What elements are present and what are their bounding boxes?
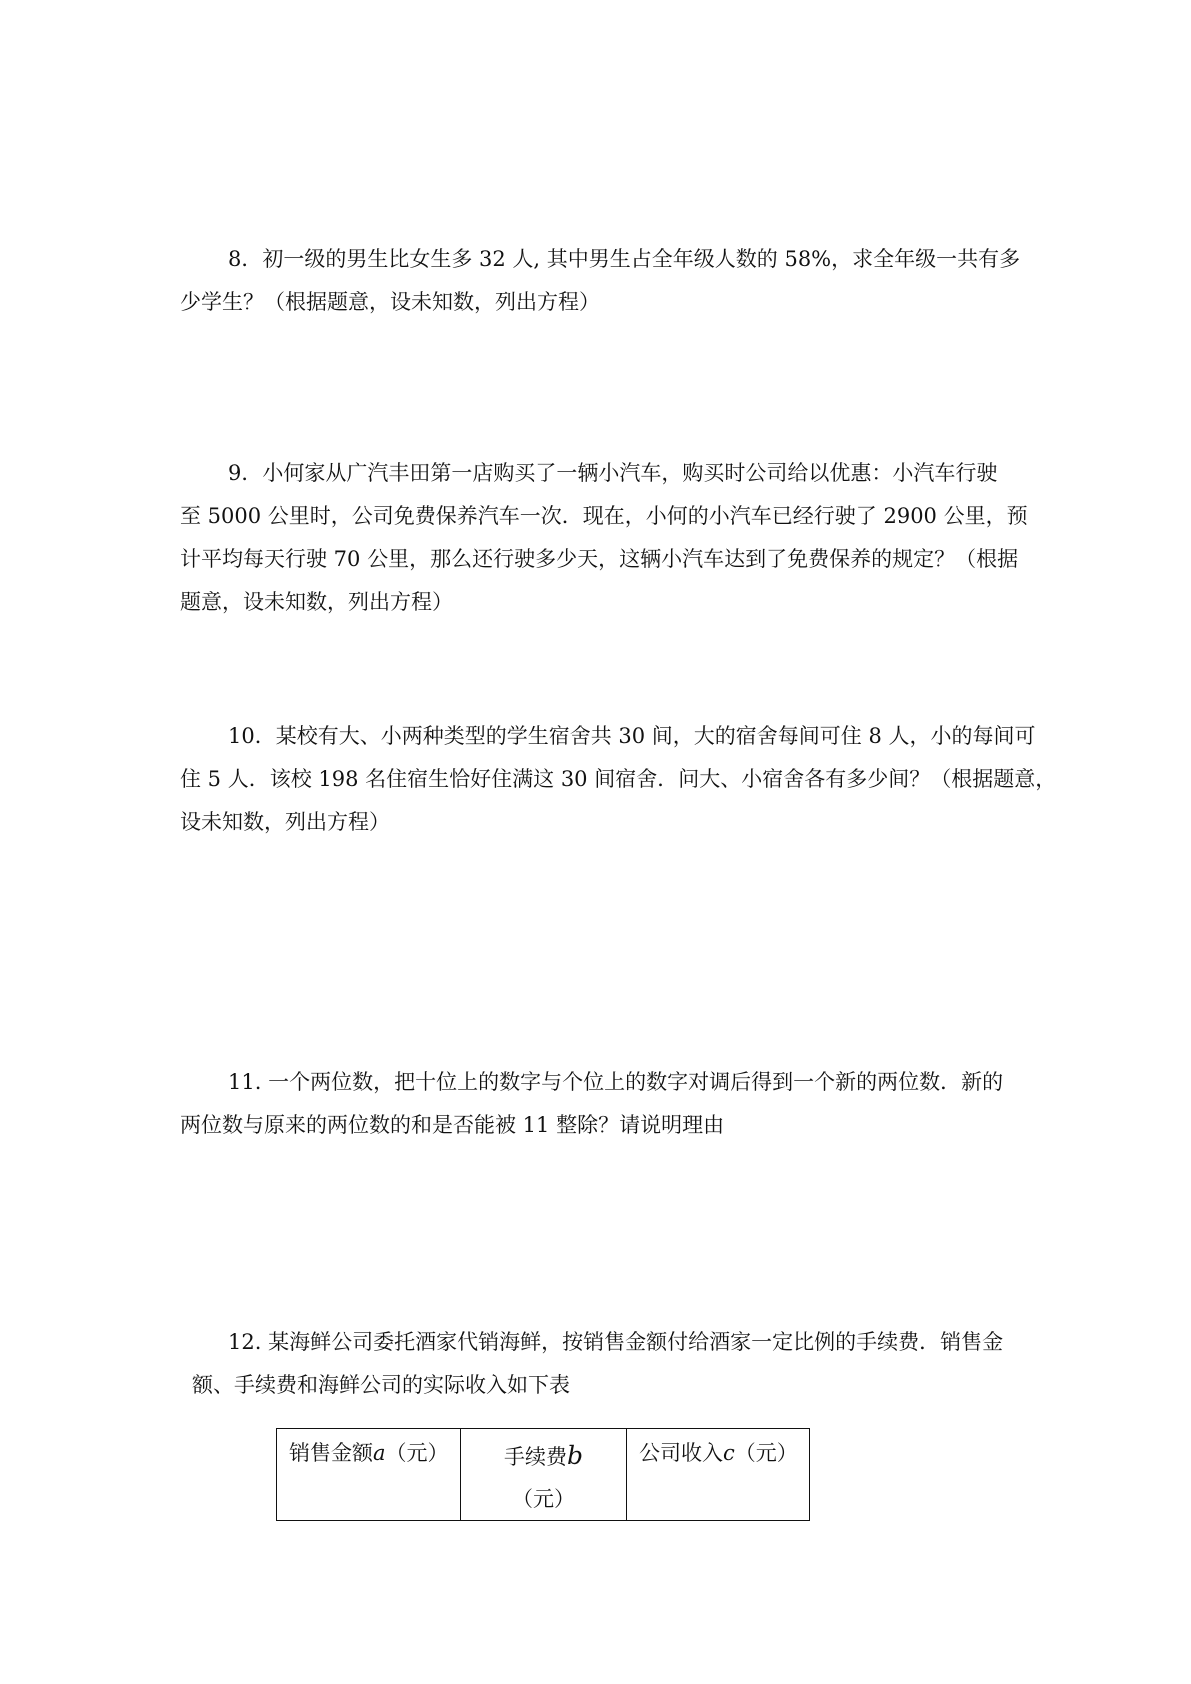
problem-11-line-2: 两位数与原来的两位数的和是否能被 11 整除？请说明理由 xyxy=(180,1113,725,1137)
problem-9-line-3: 计平均每天行驶 70 公里，那么还行驶多少天，这辆小汽车达到了免费保养的规定？（根据 xyxy=(180,547,1019,571)
problem-12 xyxy=(180,1321,1010,1407)
sales-label: 销售金额 xyxy=(289,1441,373,1465)
problem-10-line-2: 住 5 人．该校 198 名住宿生恰好住满这 30 间宿舍．问大、小宿舍各有多少间？（根据题意， xyxy=(180,767,1057,791)
problem-8-line-2: 少学生？（根据题意，设未知数，列出方程） xyxy=(180,290,600,314)
fee-table xyxy=(276,1428,810,1521)
fee-label: 手续费 xyxy=(503,1445,567,1469)
problem-9 xyxy=(180,452,1028,624)
problem-10 xyxy=(180,715,1057,844)
sales-unit: （元） xyxy=(385,1441,449,1465)
fee-unit: （元） xyxy=(512,1487,575,1511)
problem-9-line-1: 9．小何家从广汽丰田第一店购买了一辆小汽车，购买时公司给以优惠：小汽车行驶 xyxy=(228,461,998,485)
fee-table-header-sales xyxy=(277,1429,461,1521)
income-var: c xyxy=(723,1441,735,1465)
problem-8 xyxy=(180,238,1021,324)
fee-table-header-row xyxy=(277,1429,810,1521)
problem-12-line-1: 12. 某海鲜公司委托酒家代销海鲜，按销售金额付给酒家一定比例的手续费．销售金 xyxy=(228,1330,1004,1354)
problem-10-line-3: 设未知数，列出方程） xyxy=(180,810,390,834)
problem-10-line-1: 10．某校有大、小两种类型的学生宿舍共 30 间，大的宿舍每间可住 8 人，小的每间可 xyxy=(228,724,1036,748)
income-label: 公司收入 xyxy=(639,1441,723,1465)
sales-var: a xyxy=(373,1441,386,1465)
problem-11-line-1: 11. 一个两位数，把十位上的数字与个位上的数字对调后得到一个新的两位数．新的 xyxy=(228,1070,1004,1094)
fee-table-header-fee xyxy=(461,1429,627,1521)
fee-table-header-income xyxy=(627,1429,810,1521)
income-unit: （元） xyxy=(734,1441,798,1465)
problem-12-line-2: 额、手续费和海鲜公司的实际收入如下表 xyxy=(192,1373,570,1397)
problem-9-line-2: 至 5000 公里时，公司免费保养汽车一次．现在，小何的小汽车已经行驶了 2900 公里，预 xyxy=(180,504,1028,528)
problem-8-line-1: 8．初一级的男生比女生多 32 人, 其中男生占全年级人数的 58%，求全年级一共有多 xyxy=(228,247,1021,271)
problem-11 xyxy=(180,1061,1010,1147)
problem-9-line-4: 题意，设未知数，列出方程） xyxy=(180,590,453,614)
fee-var: b xyxy=(566,1441,583,1470)
